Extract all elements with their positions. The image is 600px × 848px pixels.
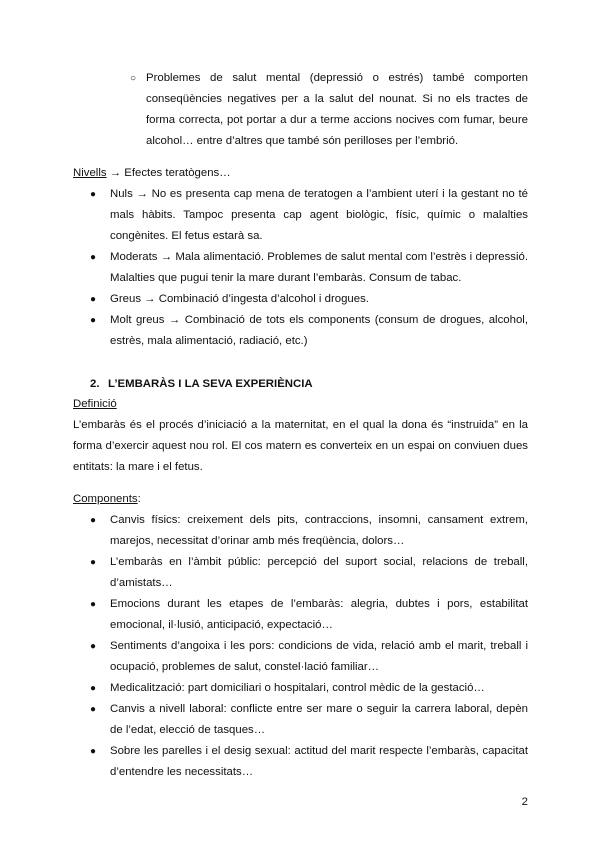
nivells-list [73,184,528,352]
list-item [73,552,528,594]
components-label: Components [73,493,138,505]
nivells-label: Nivells [73,167,107,179]
list-item-text: Sobre les parelles i el desig sexual: actitud del marit respecte l’embaràs, capacitat d’entendre les necessitats… [110,745,528,778]
list-item-text: Moderats → Mala alimentació. Problemes de salut mental com l’estrès i depressió. Malalties que pugui tenir la mare durant l’embaràs. Consum de tabac. [110,251,528,284]
list-item-text: Nuls → No es presenta cap mena de teratogen a l’ambient uterí i la gestant no té mals hàbits. Tampoc presenta cap agent biològic, físic, químic o malalties congènites. El fetus estarà sa. [110,188,528,242]
nivells-heading [73,163,231,184]
section-title-text: L’EMBARÀS I LA SEVA EXPERIÈNCIA [108,378,313,390]
bullet-icon: ● [90,641,97,652]
bullet-icon: ● [90,515,97,526]
components-colon: : [137,493,141,505]
definicio-heading: Definició [73,398,117,410]
list-item [73,678,528,699]
list-item-text: Canvis físics: creixement dels pits, contraccions, insomni, cansament extrem, marejos, necessitat d’orinar amb més freqüència, dolors… [110,514,528,547]
list-item-text: Sentiments d’angoixa i les pors: condicions de vida, relació amb el marit, treball i ocupació, problemes de salut, constel·lació familiar… [110,640,528,673]
list-item [73,310,528,352]
list-item [73,247,528,289]
components-heading [73,489,141,510]
bullet-icon: ● [90,746,97,757]
definicio-text: L’embaràs és el procés d’iniciació a la maternitat, en el qual la dona és “instruida” en la forma d’exercir aquest nou rol. El cos matern es converteix en un espai on conviuen dues entitats: la mare i el fetus. [73,419,528,473]
list-item [73,594,528,636]
list-item-text: Emocions durant les etapes de l’embaràs: alegria, dubtes i pors, estabilitat emocional, il·lusió, anticipació, expectació… [110,598,528,631]
sub-item-text: Problemes de salut mental (depressió o estrés) també comporten conseqüències negatives per a la salut del nounat. Si no els tractes de forma correcta, pot portar a dur a terme accions nocives com fumar, beure alcohol… entre d’altres que també són perilloses per l’embrió. [146,72,528,147]
bullet-icon: ● [90,704,97,715]
page-number: 2 [521,796,528,808]
bullet-icon: ● [90,683,97,694]
hollow-bullet-icon: ○ [130,73,137,84]
list-item [73,289,528,310]
list-item [73,741,528,783]
list-item-text: Molt greus → Combinació de tots els components (consum de drogues, alcohol, estrès, mala alimentació, radiació, etc.) [110,314,528,347]
bullet-icon: ● [90,557,97,568]
bullet-icon: ● [90,294,97,305]
section-number: 2. [90,378,100,390]
list-item-text: L’embaràs en l’àmbit públic: percepció del suport social, relacions de treball, d’amistats… [110,556,528,589]
bullet-icon: ● [90,599,97,610]
section-title [90,374,313,395]
bullet-icon: ● [90,189,97,200]
list-item-text: Greus → Combinació d’ingesta d’alcohol i drogues. [110,293,369,305]
list-item [73,636,528,678]
list-item [73,699,528,741]
list-item-text: Canvis a nivell laboral: conflicte entre ser mare o seguir la carrera laboral, depèn de l’edat, elecció de tasques… [110,703,528,736]
bullet-icon: ● [90,315,97,326]
bullet-icon: ● [90,252,97,263]
list-item [73,184,528,247]
list-item [73,510,528,552]
list-item-text: Medicalització: part domiciliari o hospitalari, control mèdic de la gestació… [110,682,485,694]
components-list [73,510,528,783]
nivells-rest: → Efectes teratògens… [106,167,231,179]
